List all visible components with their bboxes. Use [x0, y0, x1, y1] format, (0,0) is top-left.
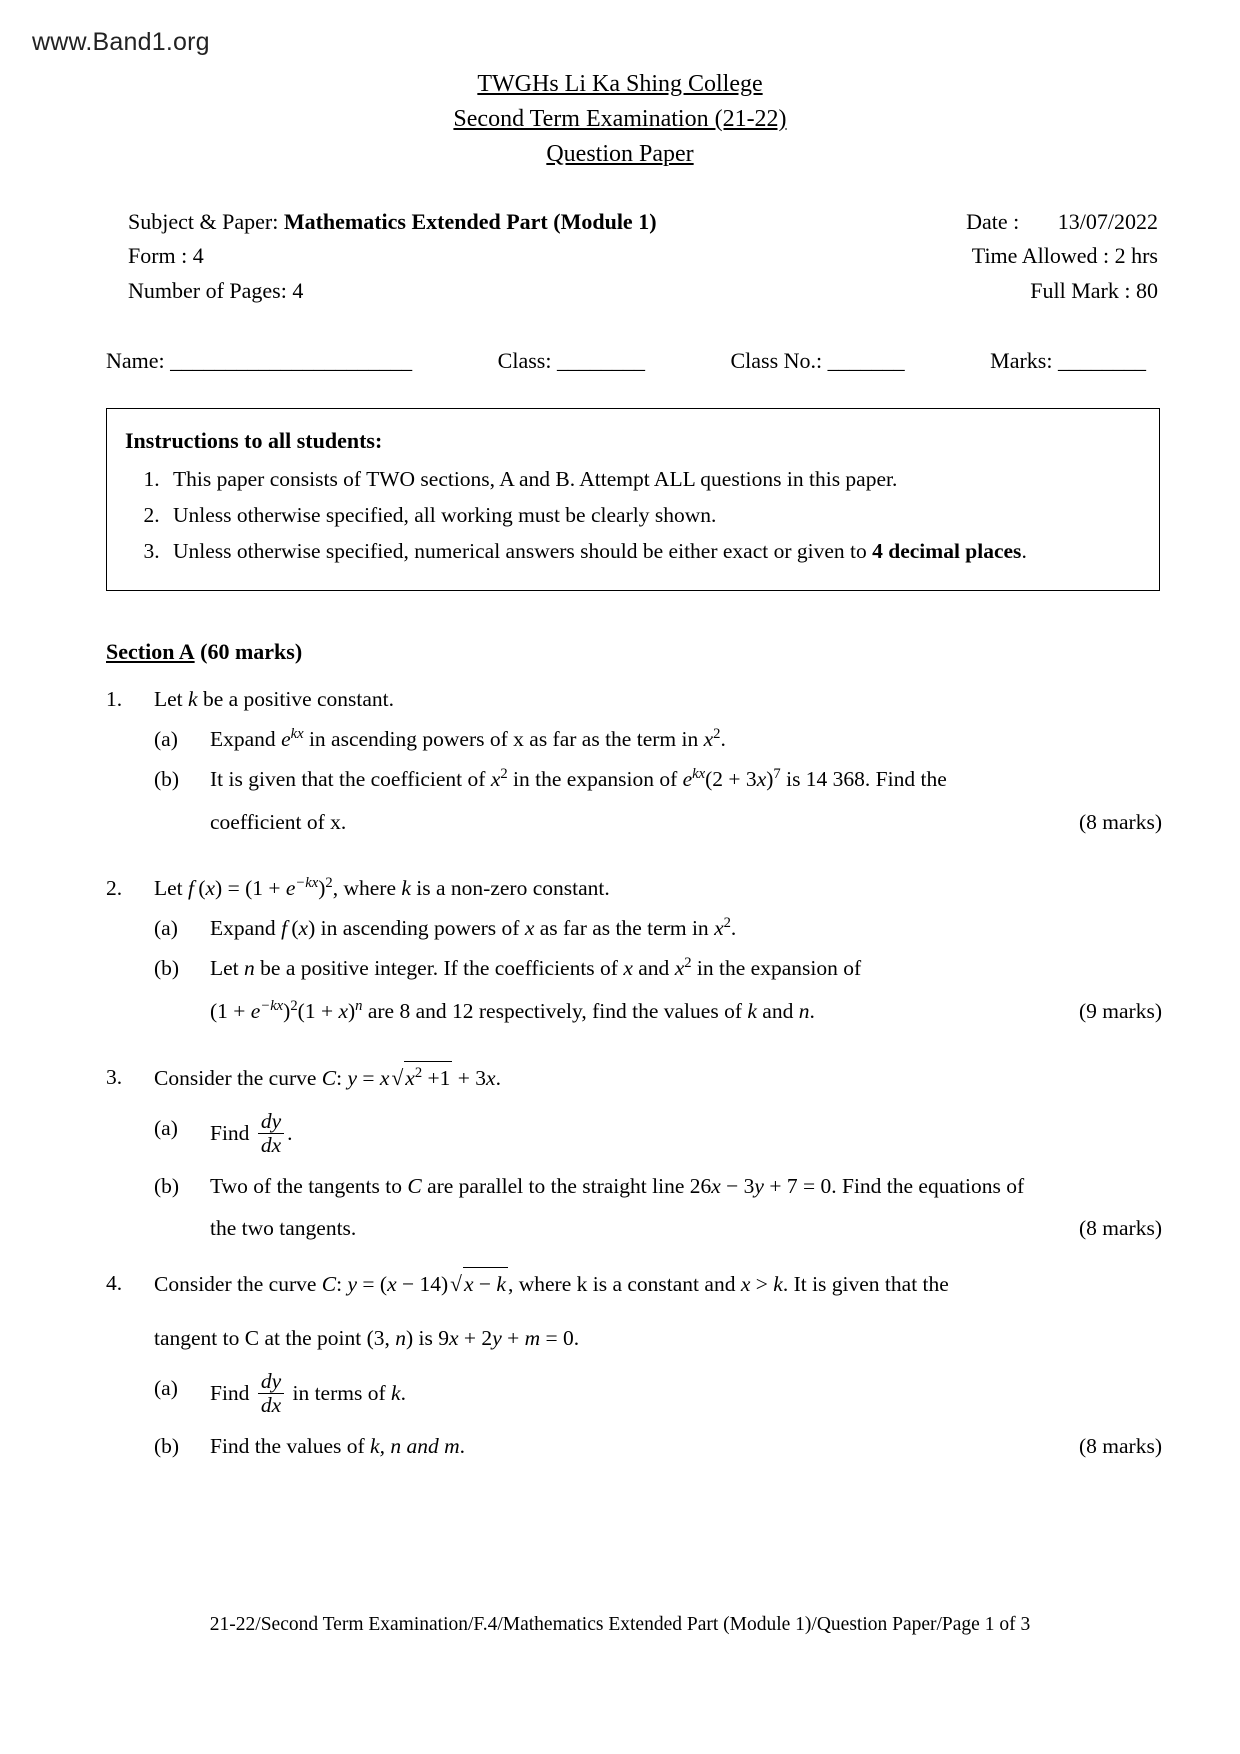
- part-variable-x: x: [623, 956, 633, 981]
- part-text-pre: Let: [210, 956, 245, 981]
- stem-line2-tail: .: [573, 1325, 580, 1350]
- question-stem: [154, 683, 1162, 715]
- stem-line2-mid: ) is: [406, 1325, 439, 1350]
- date-label: Date :: [966, 209, 1020, 235]
- name-field[interactable]: Name: ______________________: [106, 347, 413, 373]
- instruction-item-tail: .: [1021, 538, 1027, 563]
- fraction-dy-dx: [258, 1370, 284, 1416]
- class-no-field[interactable]: Class No.: _______: [730, 347, 905, 373]
- part-label: (a): [154, 727, 178, 752]
- question-stem: [154, 872, 1162, 904]
- expr-1plus-e-minus-kx-sq-times-1plusx-n: $(1 + e^{-kx})^2(1 + x)^n$: [210, 997, 363, 1023]
- question-1a: [154, 723, 1162, 755]
- fraction-numerator: dy: [260, 1109, 282, 1134]
- expr-curve-c-equation: $y = x√x^2 +1 + 3x$: [347, 1066, 495, 1090]
- expr-f-of-x: f (x): [281, 916, 316, 941]
- instruction-item: [165, 534, 1141, 569]
- marks-field[interactable]: Marks: ________: [990, 347, 1146, 373]
- meta-row-pages: [128, 274, 1158, 308]
- part-label: (b): [154, 956, 180, 981]
- instructions-title: Instructions to all students:: [125, 427, 383, 453]
- question-3b: [154, 1170, 1162, 1245]
- part-text: [210, 763, 1162, 838]
- part-text-post2: as far as the term in: [534, 916, 715, 941]
- part-and: and: [756, 998, 799, 1023]
- part-text: [210, 723, 1162, 755]
- part-variable: x: [524, 916, 535, 941]
- part-text: [210, 1109, 1162, 1158]
- stem-post: is a non-zero constant.: [410, 875, 610, 900]
- part-text: [210, 952, 1162, 1027]
- curve-label: C: [321, 1271, 337, 1296]
- question-4a: [154, 1369, 1162, 1418]
- watermark-url: www.Band1.org: [32, 28, 210, 56]
- part-text-c: in the expansion of: [691, 956, 862, 981]
- stem-colon: :: [336, 1065, 348, 1090]
- paper-type: Question Paper: [546, 140, 694, 167]
- expr-straight-line: 26x − 3y + 7 = 0: [689, 1174, 832, 1199]
- part-variables: k, n and m: [370, 1434, 460, 1459]
- part-variable-n: n: [244, 956, 255, 981]
- part-label: (a): [154, 1376, 178, 1401]
- part-text-pre: Expand: [210, 916, 282, 941]
- instruction-item: 2. Unless otherwise specified, all working must be clearly shown.: [165, 498, 1141, 533]
- part-text-b: and: [632, 956, 675, 981]
- expr-x-greater-k: x > k: [740, 1271, 783, 1296]
- page-footer: 21-22/Second Term Examination/F.4/Mathematics Extended Part (Module 1)/Question Paper/Page 1 of 3: [209, 1614, 1031, 1635]
- part-marks: (8 marks): [1079, 809, 1162, 834]
- stem-variable: k: [188, 686, 198, 711]
- question-4b: [154, 1430, 1162, 1462]
- fraction-denominator: dx: [258, 1133, 284, 1157]
- part-label: (b): [154, 767, 180, 792]
- full-mark-label: Full Mark : 80: [1030, 277, 1158, 303]
- part-var-n: n: [798, 998, 810, 1023]
- question-4: [60, 1267, 1180, 1463]
- part-tail: .: [287, 1121, 293, 1146]
- part-tail: .: [459, 1434, 465, 1459]
- expr-curve-c4-equation: y = (x − 14)√x − k: [347, 1272, 507, 1296]
- fraction-numerator: dy: [260, 1369, 282, 1394]
- stem-pre: Consider the curve: [154, 1065, 322, 1090]
- question-2b: [154, 952, 1162, 1027]
- stem-colon: :: [336, 1271, 348, 1296]
- part-text-post: in ascending powers of: [320, 916, 525, 941]
- stem-line2: [154, 1322, 1162, 1354]
- part-text-a: be a positive integer. If the coefficients of: [254, 956, 624, 981]
- stem-post: be a positive constant.: [197, 686, 395, 711]
- subject-value: Mathematics Extended Part (Module 1): [283, 209, 657, 235]
- expr-tangent-line: 9x + 2y + m = 0: [438, 1325, 574, 1350]
- question-1: [60, 683, 1180, 838]
- part-text-pre: Find: [210, 1381, 255, 1406]
- stem-tail: .: [495, 1065, 501, 1090]
- part-label: (b): [154, 1174, 180, 1199]
- part-var-k: k: [391, 1381, 401, 1406]
- date-value: 13/07/2022: [1057, 209, 1158, 235]
- stem-line2-pre: tangent to C at the point (3,: [154, 1325, 396, 1350]
- question-2: [60, 872, 1180, 1027]
- question-stem: [154, 1267, 1162, 1355]
- question-stem: [154, 1061, 1162, 1094]
- expr-f-of-x-def: f $(x) = (1 + e^{-kx})^2$: [188, 874, 333, 900]
- question-number: 3.: [106, 1064, 123, 1089]
- meta-row-form: [128, 239, 1158, 273]
- part-text-post: . Find the equations of: [831, 1174, 1025, 1199]
- part-label: (b): [154, 1434, 180, 1459]
- part-text-post: is 14 368. Find the: [786, 767, 947, 792]
- stem-post: . It is given that the: [782, 1271, 949, 1296]
- question-list: [60, 683, 1180, 1463]
- question-number: 4.: [106, 1270, 123, 1295]
- part-line2: [210, 995, 1162, 1027]
- part-text: [210, 1170, 1162, 1245]
- stem-pre: Let: [154, 875, 189, 900]
- section-label: Section A: [106, 638, 195, 664]
- expr-x-squared: $x^2$: [703, 725, 721, 752]
- stem-mid: , where: [332, 875, 402, 900]
- part-text-pre: Two of the tangents to: [210, 1174, 408, 1199]
- stem-mid: , where k is a constant and: [507, 1271, 741, 1296]
- expr-e-kx: $e^{kx}$: [281, 725, 304, 752]
- question-number: 1.: [106, 686, 123, 711]
- part-text-pre: Expand: [210, 727, 282, 752]
- question-3: [60, 1061, 1180, 1245]
- part-text-post: in ascending powers of x as far as the term in: [308, 727, 704, 752]
- section-a-heading: [106, 639, 1180, 665]
- part-line2-tail: .: [809, 998, 815, 1023]
- pages-label: Number of Pages: 4: [128, 277, 304, 303]
- part-line2-text: are 8 and 12 respectively, find the values of: [367, 998, 748, 1023]
- question-1b: [154, 763, 1162, 838]
- stem-pre: Let: [154, 686, 189, 711]
- part-line2: [210, 1212, 1162, 1244]
- curve-label: C: [321, 1065, 337, 1090]
- instructions-box: [106, 408, 1160, 591]
- part-line2-text: the two tangents.: [210, 1216, 357, 1241]
- document-header: [60, 67, 1180, 171]
- part-label: (a): [154, 916, 178, 941]
- part-text-pre: Find: [210, 1121, 255, 1146]
- question-number: 2.: [106, 875, 123, 900]
- part-text: [210, 912, 1162, 944]
- part-text-mid: are parallel to the straight line: [421, 1174, 690, 1199]
- form-label: Form : 4: [128, 243, 204, 269]
- part-label: (a): [154, 1116, 178, 1141]
- part-var-k: k: [747, 998, 757, 1023]
- stem-pre: Consider the curve: [154, 1271, 322, 1296]
- part-text-mid: in the expansion of: [513, 767, 683, 792]
- subject-label: Subject & Paper:: [128, 209, 279, 235]
- exam-title: Second Term Examination (21-22): [453, 105, 787, 132]
- part-text-post: in terms of: [292, 1381, 392, 1406]
- part-text-pre: It is given that the coefficient of: [210, 767, 491, 792]
- question-3a: [154, 1109, 1162, 1158]
- part-marks: (8 marks): [1079, 1434, 1162, 1459]
- expr-x-squared: $x^2$: [714, 914, 731, 941]
- instruction-item: 1. This paper consists of TWO sections, A and B. Attempt ALL questions in this paper.: [165, 462, 1141, 497]
- stem-var-n: n: [395, 1325, 406, 1350]
- instructions-list: [125, 462, 1141, 568]
- expr-x-squared: $x^2$: [674, 955, 692, 981]
- identity-fields: [60, 348, 1180, 374]
- part-marks: (8 marks): [1079, 1216, 1162, 1241]
- part-tail: .: [730, 916, 737, 941]
- part-text: [210, 1430, 1162, 1462]
- school-name: TWGHs Li Ka Shing College: [477, 71, 763, 97]
- instruction-item-text: Unless otherwise specified, numerical answers should be either exact or given to: [173, 538, 873, 563]
- expr-x-squared: $x^2$: [490, 766, 508, 792]
- part-tail: .: [400, 1381, 406, 1406]
- question-2a: [154, 912, 1162, 944]
- part-tail: .: [720, 727, 726, 752]
- part-marks: (9 marks): [1079, 998, 1162, 1023]
- expr-ekx-2plus3x-7: $e^{kx}(2 + 3x)^7$: [682, 766, 781, 792]
- fraction-dy-dx: [258, 1110, 284, 1156]
- class-field[interactable]: Class: ________: [497, 347, 645, 373]
- section-marks: (60 marks): [200, 638, 303, 664]
- part-line2-text: coefficient of x.: [210, 809, 347, 834]
- instruction-emphasis: 4 decimal places: [872, 538, 1022, 563]
- meta-row-subject: [128, 205, 1158, 239]
- part-line2: [210, 806, 1162, 838]
- fraction-denominator: dx: [258, 1393, 284, 1417]
- curve-label: C: [407, 1174, 422, 1199]
- part-text: [210, 1369, 1162, 1418]
- exam-metadata: [60, 205, 1180, 307]
- stem-variable: k: [401, 875, 411, 900]
- part-text-pre: Find the values of: [210, 1434, 371, 1459]
- time-allowed-label: Time Allowed : 2 hrs: [971, 243, 1158, 269]
